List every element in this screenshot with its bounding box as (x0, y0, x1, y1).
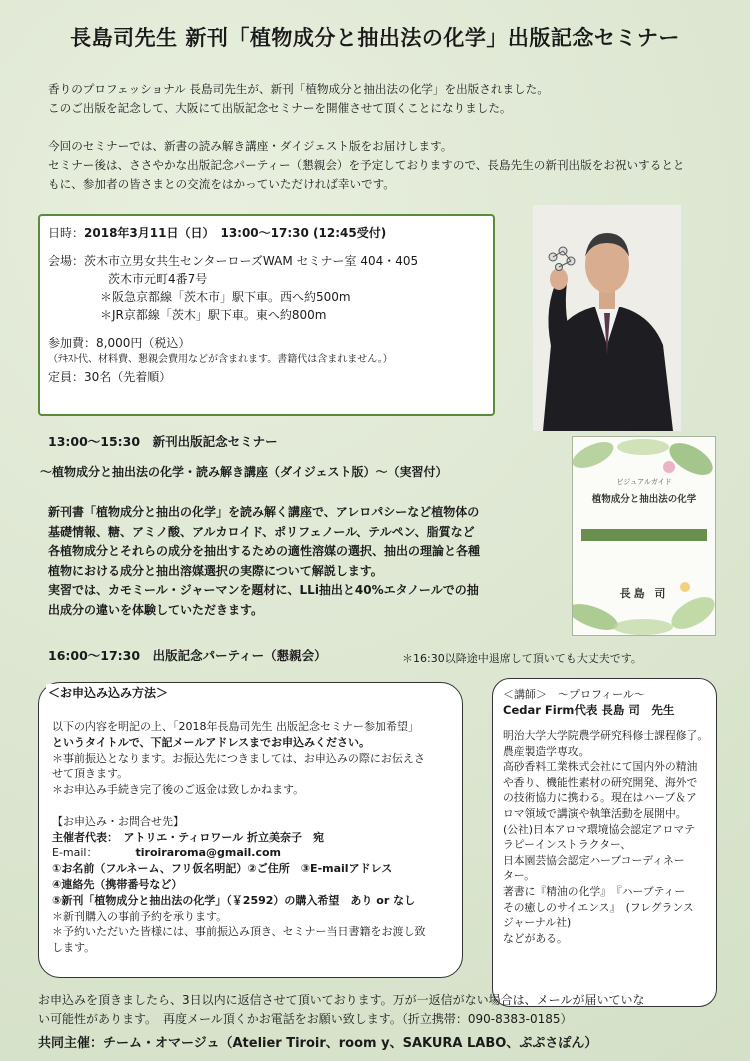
date-row (48, 224, 485, 242)
apply-line: ＊お申込み手続き完了後のご返金は致しかねます。 (52, 783, 305, 797)
fee-label: 参加費： (48, 336, 97, 350)
book-author: 長島 司 (619, 587, 669, 600)
profile-line: ジャーナル社) (503, 916, 572, 930)
apply-note: ＊新刊購入の事前予約を承ります。 (52, 909, 228, 923)
profile-line: 著書に『精油の化学』 『ハーブティー (503, 884, 686, 898)
apply-item: ⑤新刊「植物成分と抽出法の化学」（￥2592）の購入希望 あり or なし (52, 893, 416, 907)
closing-note (38, 991, 718, 1029)
email-link[interactable]: tiroiraroma@gmail.com (135, 846, 282, 860)
book-series: ビジュアルガイド (616, 478, 672, 486)
venue-access-hankyu: ＊阪急京都線「茨木市」駅下車。西へ約500m (100, 290, 351, 304)
event-info-box (38, 214, 495, 416)
profile-line: や香り、機能性素材の研究開発、海外で (503, 775, 698, 789)
intro-line: このご出版を記念して、大阪にて出版記念セミナーを開催させて頂くことになりました。 (48, 101, 512, 115)
closing-line: お申込みを頂きましたら、3日以内に返信させて頂いております。万が一返信がない場合は、メールが届いていな (38, 993, 645, 1007)
party-note: ＊16:30以降途中退席して頂いても大丈夫です。 (402, 652, 642, 665)
fee-row (48, 334, 485, 352)
intro-line: 今回のセミナーでは、新書の読み解き講座・ダイジェスト版をお届けします。 (48, 139, 453, 153)
apply-line: というタイトルで、下記メールアドレスまでお申込みください。 (52, 735, 371, 749)
profile-line: 日本園芸協会認定ハーブコーディネー (503, 853, 685, 867)
capacity-row (48, 368, 485, 386)
intro-line: 香りのプロフェッショナル 長島司先生が、新刊「植物成分と抽出法の化学」を出版されました。 (48, 82, 549, 96)
apply-line: ＊事前振込となります。お振込先につきましては、お申込みの際にお伝えさ (52, 751, 425, 765)
seminar-description (48, 503, 568, 620)
lecturer-illustration (533, 205, 681, 431)
intro-line: もに、参加者の皆さまとの交流をはかっていただければ幸いです。 (48, 177, 395, 191)
profile-line: 農産製造学専攻。 (503, 744, 590, 758)
book-cover-leaves (573, 437, 715, 635)
apply-item: ④連絡先（携帯番号など） (52, 877, 183, 891)
profile-line: (公社)日本アロマ環境協会認定アロマテ (503, 822, 695, 836)
intro-line: セミナー後は、ささやかな出版記念パーティー（懇親会）を予定しておりますので、長島先生の新刊出版をお祝いするとと (48, 158, 685, 172)
fee-note: （ﾃｷｽﾄ代、材料費、懇親会費用などが含まれます。書籍代は含まれません。） (48, 354, 393, 365)
profile-line: 高砂香料工業株式会社にて国内外の精油 (503, 760, 698, 774)
desc-line: 実習では、カモミール・ジャーマンを題材に、LLi抽出と40%エタノールでの抽 (48, 583, 479, 597)
party-heading: 16:00～17:30 出版記念パーティー（懇親会） (48, 648, 327, 663)
profile-line: ター。 (503, 869, 535, 883)
desc-line: 出成分の違いを体験していただきます。 (48, 602, 264, 617)
profile-line: ラピーインストラクター、 (503, 838, 632, 852)
seminar-heading: 13:00～15:30 新刊出版記念セミナー (48, 434, 278, 449)
venue-access-jr: ＊JR京都線「茨木」駅下車。東へ約800m (100, 308, 327, 322)
lecturer-photo (533, 205, 681, 431)
contact-heading: 【お申込み・お問合せ先】 (52, 814, 184, 828)
email-row (52, 845, 457, 861)
fee-value: 8,000円（税込） (96, 336, 191, 350)
profile-line: その癒しのサイエンス』 (フレグランス (503, 900, 694, 914)
profile-line: などがある。 (503, 931, 568, 945)
page-title: 長島司先生 新刊「植物成分と抽出法の化学」出版記念セミナー (70, 26, 680, 50)
desc-line: 新刊書「植物成分と抽出の化学」を読み解く講座で、アレロパシーなど植物体の (48, 505, 480, 519)
seminar-subtitle: ～植物成分と抽出法の化学・読み解き講座（ダイジェスト版）～（実習付） (40, 465, 448, 479)
apply-line: せて頂きます。 (52, 767, 129, 781)
lecturer-name: Cedar Firm代表 長島 司 先生 (503, 703, 675, 717)
venue-name: 茨木市立男女共生センターローズWAM セミナー室 404・405 (84, 254, 419, 268)
intro-text (48, 80, 708, 194)
application-details (52, 719, 457, 956)
co-sponsors: 共同主催：チーム・オマージュ（Atelier Tiroir、room y、SAKURA LABO、ぷぷさぽん） (38, 1036, 598, 1051)
profile-line: 明治大学大学院農学研究科修士課程修了。 (503, 729, 709, 742)
profile-line: の技術協力に携わる。現在はハーブ＆ア (503, 791, 697, 805)
desc-line: 基礎情報、糖、アミノ酸、アルカロイド、ポリフェノール、テルペン、脂質など (48, 524, 475, 539)
venue-row (48, 252, 485, 270)
book-title: 植物成分と抽出法の化学 (591, 494, 697, 505)
capacity-value: 30名（先着順） (84, 370, 172, 384)
profile-text (503, 728, 713, 946)
organizer: 主催者代表： アトリエ・ティロワール 折立美奈子 宛 (52, 830, 325, 844)
closing-line: い可能性があります。 再度メール頂くかお電話をお願い致します。（折立携帯：090-8383-0185） (38, 1012, 573, 1026)
profile-heading: ＜講師＞ ～プロフィール～ (503, 688, 645, 701)
venue-address: 茨木市元町4番7号 (108, 272, 208, 286)
venue-label: 会場： (48, 254, 85, 268)
date-value: 2018年3月11日（日） 13:00～17:30 (12:45受付) (84, 226, 387, 240)
book-cover (572, 436, 716, 636)
apply-note: ＊予約いただいた皆様には、事前振込み頂き、セミナー当日書籍をお渡し致 (52, 925, 426, 939)
date-label: 日時： (48, 226, 85, 240)
desc-line: 各植物成分とそれらの成分を抽出するための適性溶媒の選択、抽出の理論と各種 (48, 544, 481, 558)
apply-item: ①お名前（フルネーム、フリ仮名明記）②ご住所 ③E-mailアドレス (52, 862, 393, 876)
email-label: E-mail： (52, 846, 98, 860)
apply-note: します。 (52, 941, 96, 955)
capacity-label: 定員： (48, 370, 85, 384)
application-heading: ＜お申込み込み方法＞ (48, 686, 169, 700)
profile-line: ロマ領域で講演や執筆活動を展開中。 (503, 806, 687, 820)
apply-line: 以下の内容を明記の上、「2018年長島司先生 出版記念セミナー参加希望」 (52, 720, 419, 733)
desc-line: 植物における成分と抽出溶媒選択の実際について解説します。 (48, 563, 383, 578)
